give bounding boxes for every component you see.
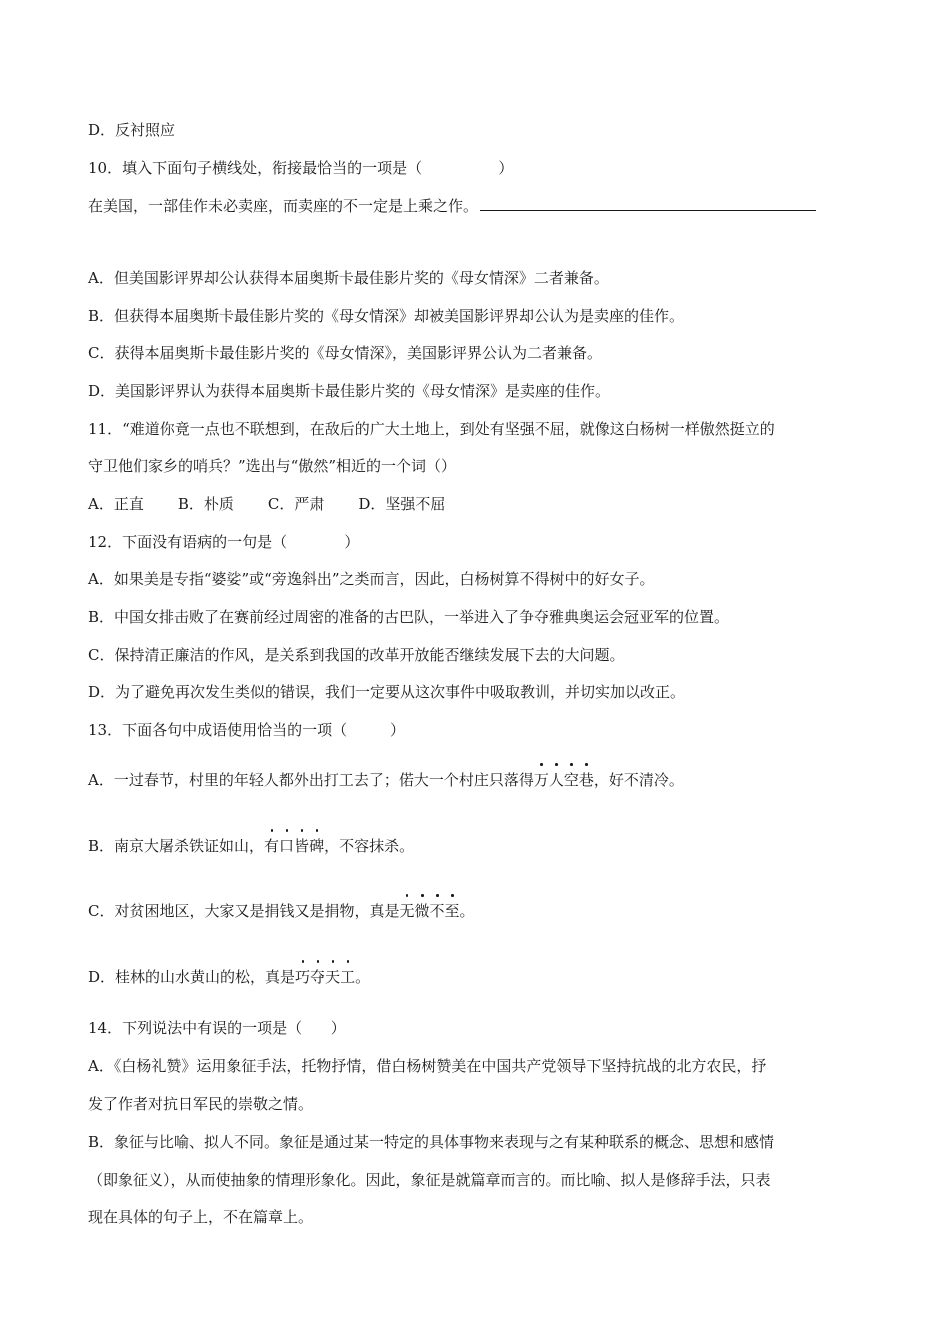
option-a-text: A．正直: [88, 495, 144, 513]
idiom-char: 空: [563, 771, 579, 789]
idiom-char: 有: [264, 837, 280, 855]
question-text: 14．下列说法中有误的一项是（: [88, 1019, 303, 1037]
answer-gap: [287, 532, 344, 552]
q10-option-b: [88, 306, 684, 326]
question-text: 11．“难道你竟一点也不联想到，在敌后的广大土地上，到处有坚强不屈，就像这白杨树一样傲然挺立的: [88, 420, 775, 438]
option-text: C．对贫困地区，大家又是捐钱又是捐物，真是: [88, 902, 400, 920]
option-text-end: ，不容抹杀。: [324, 837, 415, 855]
q10-sentence: [88, 196, 816, 216]
q9-option-d: [88, 120, 175, 140]
option-text: D．为了避免再次发生类似的错误，我们一定要从这次事件中吸取教训，并切实加以改正。: [88, 683, 686, 701]
q11-stem-line1: [88, 419, 775, 439]
option-text: A．《白杨礼赞》运用象征手法，托物抒情，借白杨树赞美在中国共产党领导下坚持抗战的北方农民，抒: [88, 1057, 767, 1075]
q13-stem: [88, 720, 405, 740]
emphasized-idiom: [295, 967, 355, 987]
answer-gap: [422, 158, 498, 178]
option-d-text: D．坚强不屈: [358, 495, 446, 513]
option-text: B．象征与比喻、拟人不同。象征是通过某一特定的具体事物来表现与之有某种联系的概念、思想和感情: [88, 1133, 775, 1151]
emphasized-idiom: [264, 836, 324, 856]
question-paren-close: ）: [498, 159, 514, 177]
question-paren-close: ）: [390, 721, 406, 739]
option-c-text: C．严肃: [267, 495, 325, 513]
idiom-char: 碑: [309, 837, 325, 855]
emphasized-idiom: [399, 901, 459, 921]
idiom-char: 微: [414, 902, 430, 920]
option-text: D．美国影评界认为获得本届奥斯卡最佳影片奖的《母女情深》是卖座的佳作。: [88, 382, 611, 400]
option-text: C．获得本届奥斯卡最佳影片奖的《母女情深》，美国影评界公认为二者兼备。: [88, 344, 602, 362]
q11-options: [88, 494, 445, 514]
option-text-end: 。: [459, 902, 475, 920]
option-text-end: 。: [355, 968, 371, 986]
option-text: A．但美国影评界却公认获得本届奥斯卡最佳影片奖的《母女情深》二者兼备。: [88, 269, 609, 287]
question-text: 13．下面各句中成语使用恰当的一项（: [88, 721, 348, 739]
q10-option-a: [88, 268, 609, 288]
option-text: D．桂林的山水黄山的松，真是: [88, 968, 296, 986]
question-text: 10．填入下面句子横线处，衔接最恰当的一项是（: [88, 159, 423, 177]
sentence-text: 在美国，一部佳作未必卖座，而卖座的不一定是上乘之作。: [88, 197, 479, 215]
q14-option-b-line3: [88, 1207, 313, 1227]
q13-option-d: [88, 967, 370, 987]
idiom-char: 不: [429, 902, 445, 920]
q12-option-a: [88, 569, 655, 589]
option-text: B．中国女排击败了在赛前经过周密的准备的古巴队，一举进入了争夺雅典奥运会冠亚军的位置。: [88, 608, 730, 626]
option-text: A．如果美是专指“婆娑”或“旁逸斜出”之类而言，因此，白杨树算不得树中的好女子。: [88, 570, 655, 588]
q12-stem: [88, 532, 359, 552]
option-text: 发了作者对抗日军民的崇敬之情。: [88, 1095, 314, 1113]
idiom-char: 工: [340, 968, 356, 986]
q13-option-c: [88, 901, 475, 921]
q12-option-d: [88, 682, 685, 702]
idiom-char: 天: [325, 968, 341, 986]
q10-stem: [88, 158, 513, 178]
q13-option-b: [88, 836, 414, 856]
option-text: B．但获得本届奥斯卡最佳影片奖的《母女情深》却被美国影评界却公认为是卖座的佳作。: [88, 307, 685, 325]
option-text: （即象征义），从而使抽象的情理形象化。因此，象征是就篇章而言的。而比喻、拟人是修辞手法，只表: [88, 1171, 771, 1189]
q13-option-a: [88, 770, 684, 790]
q14-stem: [88, 1018, 346, 1038]
question-text: 12．下面没有语病的一句是（: [88, 533, 288, 551]
q14-option-a-line1: [88, 1056, 766, 1076]
idiom-char: 人: [548, 771, 564, 789]
q14-option-a-line2: [88, 1094, 313, 1114]
option-b-text: B．朴质: [177, 495, 234, 513]
idiom-char: 巷: [578, 771, 594, 789]
question-paren-close: ）: [330, 1019, 346, 1037]
option-text-end: ，好不清冷。: [593, 771, 684, 789]
option-text: C．保持清正廉洁的作风，是关系到我国的改革开放能否继续发展下去的大问题。: [88, 646, 625, 664]
q10-option-c: [88, 343, 602, 363]
option-text: D．反衬照应: [88, 121, 176, 139]
q11-stem-line2: [88, 456, 456, 476]
option-text: A．一过春节，村里的年轻人都外出打工去了；偌大一个村庄只落得: [88, 771, 534, 789]
idiom-char: 夺: [310, 968, 326, 986]
fill-in-blank-line: [480, 196, 816, 211]
idiom-char: 至: [444, 902, 460, 920]
idiom-char: 巧: [295, 968, 311, 986]
idiom-char: 口: [279, 837, 295, 855]
q12-option-c: [88, 645, 624, 665]
option-text: 现在具体的句子上，不在篇章上。: [88, 1208, 314, 1226]
q14-option-b-line2: [88, 1170, 771, 1190]
emphasized-idiom: [534, 770, 594, 790]
q14-option-b-line1: [88, 1132, 774, 1152]
idiom-char: 皆: [294, 837, 310, 855]
answer-gap: [347, 720, 390, 740]
option-text: B．南京大屠杀铁证如山，: [88, 837, 265, 855]
q10-option-d: [88, 381, 610, 401]
question-text: 守卫他们家乡的哨兵？”选出与“傲然”相近的一个词（）: [88, 457, 457, 475]
idiom-char: 无: [399, 902, 415, 920]
q12-option-b: [88, 607, 729, 627]
idiom-char: 万: [533, 771, 549, 789]
answer-gap: [302, 1018, 331, 1038]
question-paren-close: ）: [344, 533, 360, 551]
